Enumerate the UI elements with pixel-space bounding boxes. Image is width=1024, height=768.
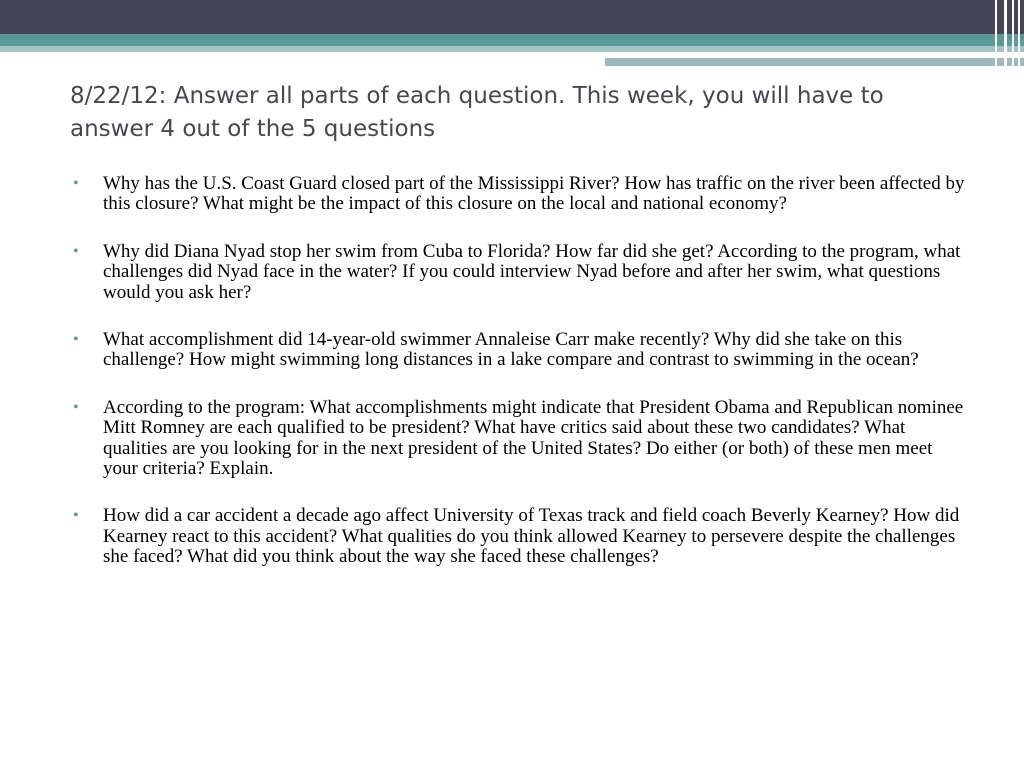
bullet-icon: • (73, 398, 79, 416)
bullet-icon: • (73, 175, 79, 192)
header-stripe (1004, 0, 1007, 70)
question-text: Why did Diana Nyad stop her swim from Cuba to Florida? How far did she get? According to the program, what challenges did Nyad face in the water? If you could interview Nyad before and after her swim, what questions would you ask her? (103, 240, 961, 303)
question-text: According to the program: What accomplishments might indicate that President Obama and Republican nominee Mitt Romney are each qualified to be president? What have critics said about these two candidates? What qualities are you looking for in the next president of the United States? Do either (or both) of these men meet your criteria? Explain. (103, 396, 964, 480)
question-item (70, 398, 970, 480)
slide-title: 8/22/12: Answer all parts of each question. This week, you will have to answer 4 out of the 5 questions (70, 83, 884, 142)
header-stripe (995, 0, 997, 70)
header-band-teal (0, 34, 1024, 46)
header-band-dark (0, 0, 1024, 34)
question-list (70, 174, 970, 595)
bullet-icon: • (73, 507, 79, 525)
bullet-icon: • (73, 331, 79, 349)
question-item (70, 330, 970, 371)
question-item (70, 506, 970, 567)
header-stripe (1012, 0, 1014, 70)
question-item (70, 174, 970, 215)
header-stripe (1018, 0, 1020, 70)
header-band-accent (605, 58, 1024, 66)
question-text: How did a car accident a decade ago affect University of Texas track and field coach Beverly Kearney? How did Kearney react to this accident? What qualities do you think allowed Kearney to persevere despite the challenges she faced? What did you think about the way she faced these challenges? (103, 505, 960, 568)
question-item (70, 242, 970, 303)
question-text: What accomplishment did 14-year-old swimmer Annaleise Carr make recently? Why did she take on this challenge? How might swimming long distances in a lake compare and contrast to swimming in the ocean? (103, 329, 919, 371)
bullet-icon: • (73, 242, 79, 260)
question-text: Why has the U.S. Coast Guard closed part of the Mississippi River? How has traffic on the river been affected by this closure? What might be the impact of this closure on the local and national economy? (103, 173, 965, 215)
